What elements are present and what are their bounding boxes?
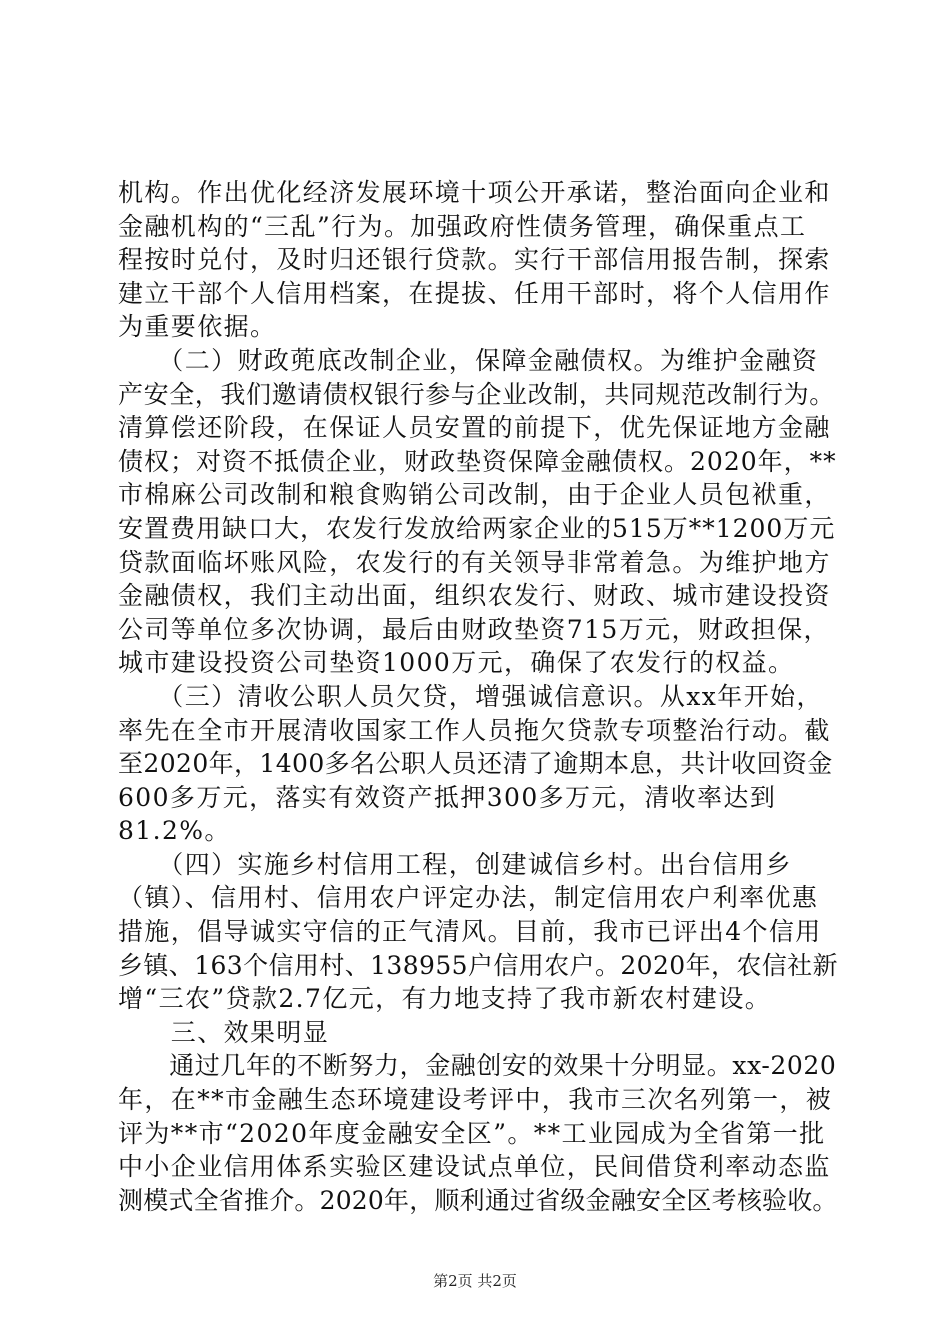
text-line: 建立干部个人信用档案，在提拔、任用干部时，将个人信用作 <box>118 278 831 308</box>
text-line: 600多万元，落实有效资产抵押300多万元，清收率达到 <box>118 782 777 812</box>
text-line: 评为**市“2020年度金融安全区”。**工业园成为全省第一批 <box>118 1118 826 1148</box>
text-line: 公司等单位多次协调，最后由财政垫资715万元，财政担保， <box>118 614 830 644</box>
text-line: 清算偿还阶段，在保证人员安置的前提下，优先保证地方金融 <box>118 413 831 443</box>
text-line: 债权；对资不抵债企业，财政垫资保障金融债权。2020年，** <box>118 446 837 476</box>
text-line: （镇）、信用村、信用农户评定办法，制定信用农户利率优惠 <box>118 883 819 913</box>
text-line: 通过几年的不断努力，金融创安的效果十分明显。xx-2020 <box>118 1051 837 1081</box>
text-line: 率先在全市开展清收国家工作人员拖欠贷款专项整治行动。截 <box>118 715 831 745</box>
text-line: 中小企业信用体系实验区建设试点单位，民间借贷利率动态监 <box>118 1152 831 1182</box>
text-line: 三、效果明显 <box>118 1017 330 1047</box>
text-line: 金融债权，我们主动出面，组织农发行、财政、城市建设投资 <box>118 581 831 611</box>
text-line: 机构。作出优化经济发展环境十项公开承诺，整治面向企业和 <box>118 178 831 207</box>
text-line: 增“三农”贷款2.7亿元，有力地支持了我市新农村建设。 <box>118 984 772 1014</box>
text-line: 测模式全省推介。2020年，顺利通过省级金融安全区考核验收。 <box>118 1185 838 1215</box>
text-line: 81.2%。 <box>118 816 231 846</box>
text-line: 市棉麻公司改制和粮食购销公司改制，由于企业人员包袱重， <box>118 480 831 510</box>
page-footer: 第2页 共2页 <box>433 1272 517 1290</box>
document-body <box>118 176 838 1217</box>
text-line: 安置费用缺口大，农发行发放给两家企业的515万**1200万元 <box>118 513 836 543</box>
text-line: 为重要依据。 <box>118 312 277 342</box>
text-line: 城市建设投资公司垫资1000万元，确保了农发行的权益。 <box>118 648 795 678</box>
text-line: 乡镇、163个信用村、138955户信用农户。2020年，农信社新 <box>118 950 838 980</box>
text-line: 措施，倡导诚实守信的正气清风。目前，我市已评出4个信用 <box>118 917 822 947</box>
text-line: 金融机构的“三乱”行为。加强政府性债务管理，确保重点工 <box>118 211 807 241</box>
text-line: 程按时兑付，及时归还银行贷款。实行干部信用报告制，探索 <box>118 245 831 275</box>
text-line: 产安全，我们邀请债权银行参与企业改制，共同规范改制行为。 <box>118 379 835 409</box>
text-line: （二）财政蔸底改制企业，保障金融债权。为维护金融资 <box>118 345 819 375</box>
text-line: （四）实施乡村信用工程，创建诚信乡村。出台信用乡 <box>118 849 792 879</box>
text-line: 至2020年，1400多名公职人员还清了逾期本息，共计收回资金 <box>118 749 833 779</box>
text-line: 贷款面临坏账风险，农发行的有关领导非常着急。为维护地方 <box>118 547 831 577</box>
text-line: （三）清收公职人员欠贷，增强诚信意识。从xx年开始， <box>118 681 823 711</box>
text-line: 年，在**市金融生态环境建设考评中，我市三次名列第一，被 <box>118 1085 833 1115</box>
